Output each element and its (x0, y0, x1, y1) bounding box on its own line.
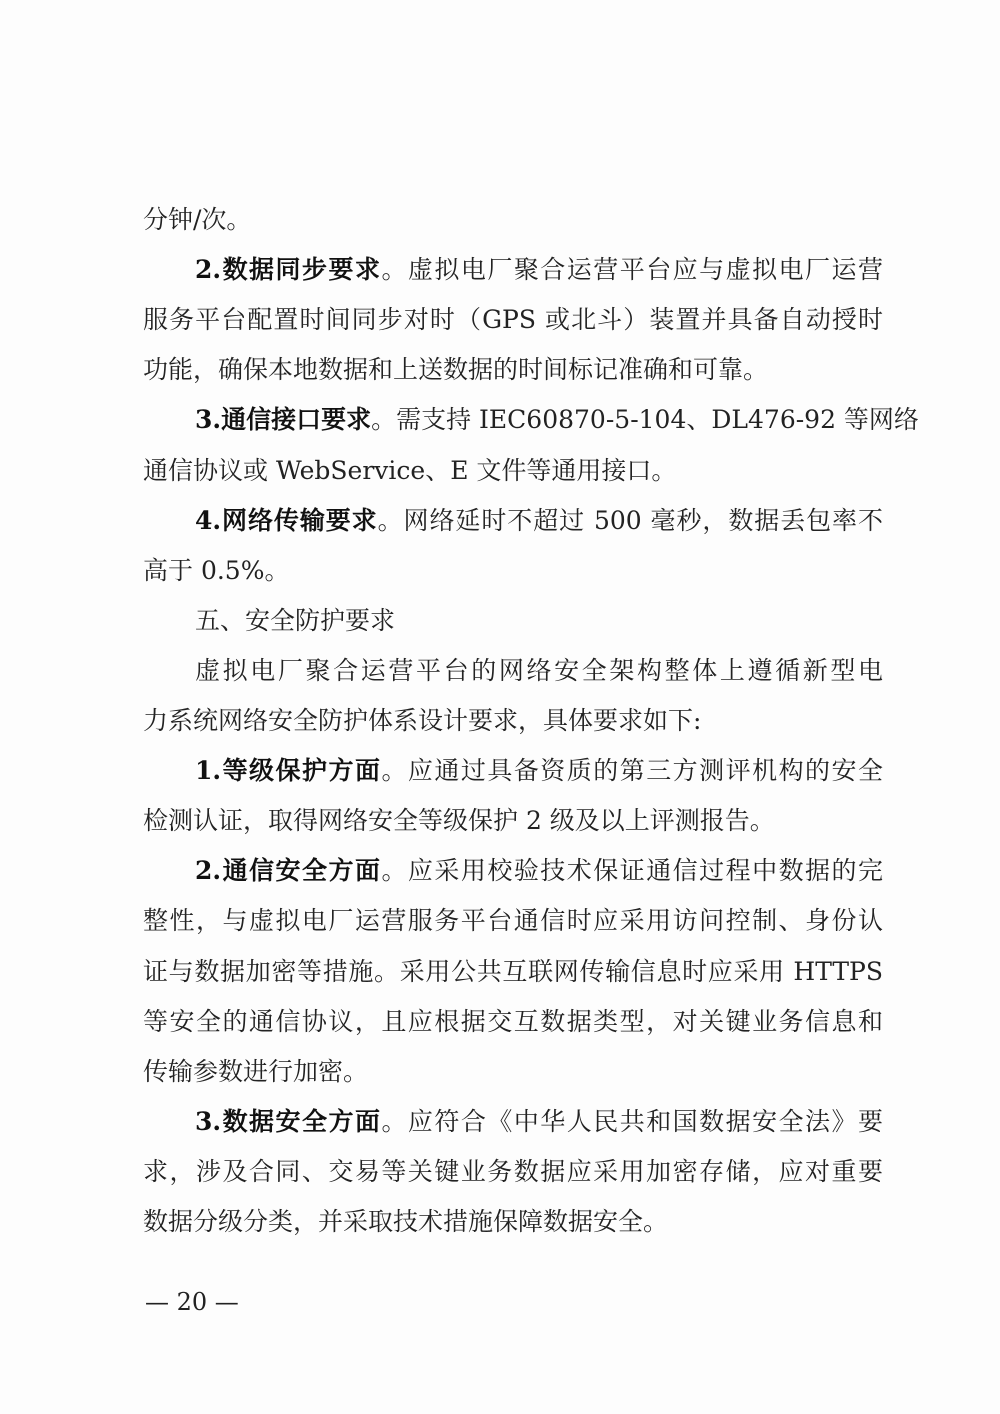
bold-heading: 4.网络传输要求 (195, 505, 378, 535)
line-text: 。应通过具备资质的第三方测评机构的安全 (381, 756, 883, 786)
text-line (143, 904, 883, 938)
line-text: 虚拟电厂聚合运营平台的网络安全架构整体上遵循新型电 (195, 655, 883, 685)
section-heading-line (195, 854, 883, 888)
text-line (143, 1155, 883, 1189)
section-heading-line (195, 504, 883, 538)
text-line (195, 604, 883, 638)
text-line (143, 1205, 883, 1239)
line-text: 五、安全防护要求 (195, 605, 396, 635)
section-heading-line (195, 253, 883, 287)
bold-heading: 2.数据同步要求 (195, 255, 382, 285)
line-text: 。需支持 IEC60870-5-104、DL476-92 等网络 (371, 405, 919, 435)
line-text: 求，涉及合同、交易等关键业务数据应采用加密存储，应对重要 (143, 1156, 883, 1186)
line-text: 数据分级分类，并采取技术措施保障数据安全。 (143, 1207, 669, 1236)
line-text: 力系统网络安全防护体系设计要求，具体要求如下: (143, 706, 702, 735)
bold-heading: 2.通信安全方面 (195, 856, 382, 886)
page-number: — 20 — (145, 1288, 239, 1316)
bold-heading: 1.等级保护方面 (195, 756, 382, 786)
line-text: 。网络延时不超过 500 毫秒，数据丢包率不 (377, 505, 883, 535)
text-line (143, 804, 883, 838)
text-line (143, 353, 883, 387)
line-text: 传输参数进行加密。 (143, 1056, 369, 1086)
line-text: 整性，与虚拟电厂运营服务平台通信时应采用访问控制、身份认 (143, 906, 883, 936)
line-text: 分钟/次。 (143, 205, 252, 234)
bold-heading: 3.数据安全方面 (195, 1106, 382, 1136)
section-heading-line (195, 1105, 883, 1139)
text-line (143, 955, 883, 989)
text-line (143, 454, 883, 488)
line-text: 。虚拟电厂聚合运营平台应与虚拟电厂运营 (381, 255, 883, 285)
text-line (143, 1005, 883, 1039)
line-text: 服务平台配置时间同步对时（GPS 或北斗）装置并具备自动授时 (143, 305, 883, 335)
line-text: 检测认证，取得网络安全等级保护 2 级及以上评测报告。 (143, 806, 775, 836)
line-text: 。应采用校验技术保证通信过程中数据的完 (381, 856, 883, 886)
line-text: 等安全的通信协议，且应根据交互数据类型，对关键业务信息和 (143, 1006, 883, 1036)
line-text: 通信协议或 WebService、E 文件等通用接口。 (143, 455, 677, 485)
line-text: 功能，确保本地数据和上送数据的时间标记准确和可靠。 (143, 355, 769, 385)
text-line (143, 203, 883, 237)
bold-heading: 3.通信接口要求 (195, 405, 372, 435)
text-line (143, 1055, 883, 1089)
text-line (195, 654, 883, 688)
section-heading-line (195, 754, 883, 788)
section-heading-line (195, 403, 919, 437)
line-text: 高于 0.5%。 (143, 555, 290, 585)
text-line (143, 554, 883, 588)
text-line (143, 303, 883, 337)
line-text: 证与数据加密等措施。采用公共互联网传输信息时应采用 HTTPS (143, 956, 883, 986)
text-line (143, 704, 883, 738)
line-text: 。应符合《中华人民共和国数据安全法》要 (381, 1106, 883, 1136)
